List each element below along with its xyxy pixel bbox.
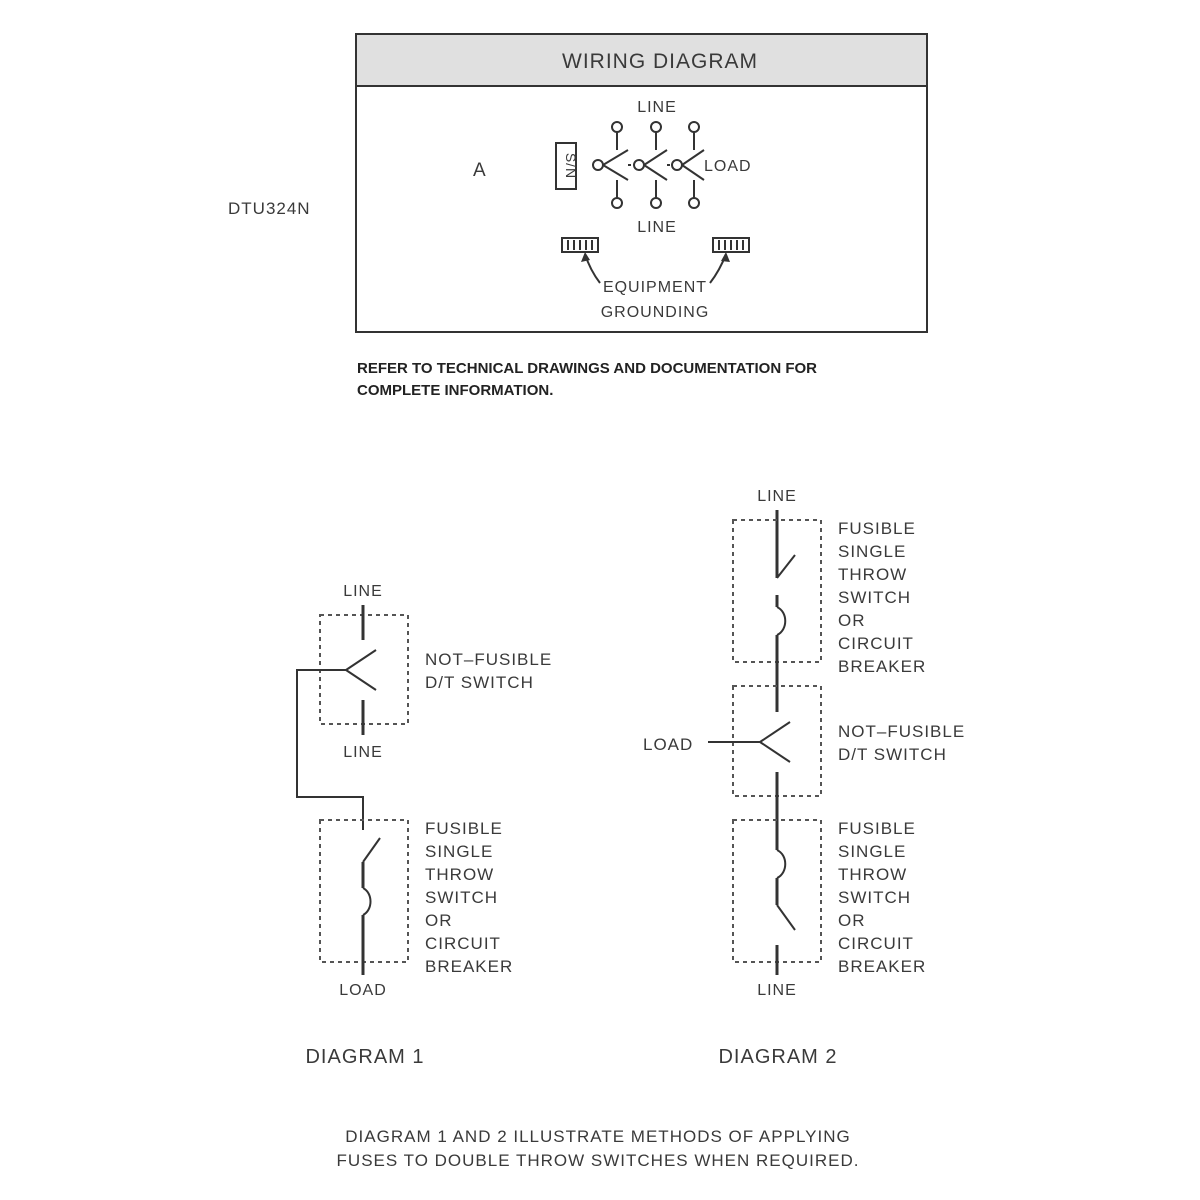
d2-dt-label-2: D/T SWITCH (838, 745, 947, 764)
d2-fuse-top-label-1: FUSIBLE (838, 519, 916, 538)
d2-line-bottom-label: LINE (757, 982, 797, 999)
footer-line2: FUSES TO DOUBLE THROW SWITCHES WHEN REQUIRED. (336, 1151, 860, 1170)
option-letter: A (473, 160, 487, 181)
d1-dt-label-2: D/T SWITCH (425, 673, 534, 692)
ground-block-left (562, 238, 598, 252)
ground-label-line1: EQUIPMENT (602, 279, 708, 296)
header-title: WIRING DIAGRAM (562, 50, 758, 73)
d2-line-top-label: LINE (757, 488, 797, 505)
d2-fuse-top-label-7: BREAKER (838, 657, 927, 676)
d2-fuse-top-label-5: OR (838, 611, 866, 630)
d2-fuse-bottom-label-1: FUSIBLE (838, 819, 916, 838)
d2-fuse-top-label-2: SINGLE (838, 542, 907, 561)
d1-line-top-label: LINE (343, 583, 383, 600)
d1-dt-label-1: NOT–FUSIBLE (425, 650, 553, 669)
d2-fuse-bottom-label-3: THROW (838, 865, 908, 884)
diagram-2 (643, 488, 965, 1068)
d2-fuse-top-label-4: SWITCH (838, 588, 912, 607)
d1-fuse-symbol (363, 888, 371, 915)
d1-fuse-label-6: CIRCUIT (425, 934, 501, 953)
d2-load-label: LOAD (643, 735, 694, 754)
d1-title: DIAGRAM 1 (305, 1046, 425, 1068)
d1-fuse-label-4: SWITCH (425, 888, 499, 907)
d2-fuse-bottom-label-6: CIRCUIT (838, 934, 914, 953)
d1-fuse-label-7: BREAKER (425, 957, 514, 976)
d2-fuse-bottom-label-4: SWITCH (838, 888, 912, 907)
d2-fuse-top-label-6: CIRCUIT (838, 634, 914, 653)
d2-fuse-top-symbol (777, 607, 785, 635)
note-line2: COMPLETE INFORMATION. (357, 382, 554, 399)
d2-fuse-top-label-3: THROW (838, 565, 908, 584)
d1-line-mid-label: LINE (343, 744, 383, 761)
d1-load-label: LOAD (339, 982, 387, 999)
ground-block-right (713, 238, 749, 252)
d2-title: DIAGRAM 2 (718, 1046, 838, 1068)
note-line1: REFER TO TECHNICAL DRAWINGS AND DOCUMENTATION FOR (357, 360, 817, 377)
load-label: LOAD (704, 158, 752, 175)
d2-fuse-bottom-label-7: BREAKER (838, 957, 927, 976)
d1-fuse-label-5: OR (425, 911, 453, 930)
diagram-1 (297, 583, 552, 1068)
d2-fuse-bottom-label-2: SINGLE (838, 842, 907, 861)
line-top-label: LINE (637, 99, 677, 116)
sn-label: S/N (563, 152, 579, 180)
d2-dt-label-1: NOT–FUSIBLE (838, 722, 966, 741)
d2-fuse-bottom-symbol (777, 850, 785, 878)
ground-label-line2: GROUNDING (600, 304, 710, 321)
d1-fuse-label-2: SINGLE (425, 842, 494, 861)
d2-fuse-bottom-label-5: OR (838, 911, 866, 930)
footer-line1: DIAGRAM 1 AND 2 ILLUSTRATE METHODS OF APPLYING (345, 1127, 851, 1146)
d1-fuse-label-3: THROW (425, 865, 495, 884)
d1-fuse-label-1: FUSIBLE (425, 819, 503, 838)
part-number: DTU324N (228, 199, 311, 218)
line-bottom-label: LINE (637, 219, 677, 236)
